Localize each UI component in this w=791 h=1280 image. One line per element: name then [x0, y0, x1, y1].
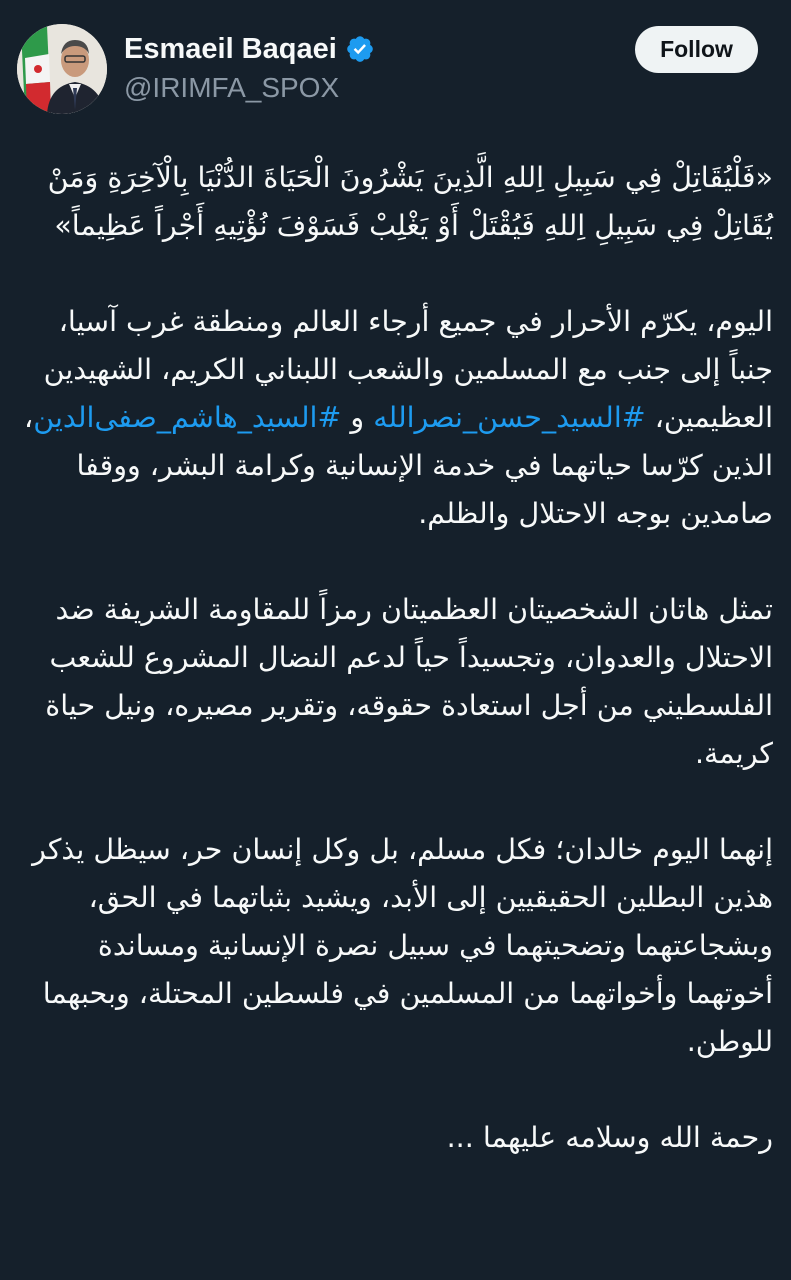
- tweet-paragraph-resistance: تمثل هاتان الشخصيتان العظميتان رمزاً للمقاومة الشريفة ضد الاحتلال والعدوان، وتجسيداً حياً لدعم النضال المشروع للشعب الفلسطيني من أجل استعادة حقوقه، وتقرير مصيره، ونيل حياة كريمة.: [45, 593, 773, 770]
- tweet-paragraph-quran-verse: «فَلْيُقَاتِلْ فِي سَبِيلِ اِللهِ الَّذِينَ يَشْرُونَ الْحَيَاةَ الدُّنْيَا بِالْآخِرَةِ وَمَنْ يُقَاتِلْ فِي سَبِيلِ اِللهِ فَيُقْتَلْ أَوْ يَغْلِبْ فَسَوْفَ نُؤْتِيهِ أَجْراً عَظِيماً»: [47, 161, 773, 242]
- display-name[interactable]: Esmaeil Baqaei: [124, 33, 337, 65]
- tweet-paragraph-eternal: إنهما اليوم خالدان؛ فكل مسلم، بل وكل إنسان حر، سيظل يذكر هذين البطلين الحقيقيين إلى الأبد، ويشيد بثباتهما في الحق، وبشجاعتهما وتضحيتهما في سبيل نصرة الإنسانية ومساندة أخوتهما وأخواتهما من المسلمين في فلسطين المحتلة، وبحبهما للوطن.: [32, 833, 773, 1058]
- hashtag-link-nasrallah[interactable]: #السيد_حسن_نصرالله: [373, 401, 646, 434]
- profile-photo-icon: [17, 24, 107, 114]
- author-handle[interactable]: @IRIMFA_SPOX: [124, 72, 340, 103]
- tweet-paragraph-closing: رحمة الله وسلامه عليهما ...: [446, 1121, 773, 1154]
- follow-button[interactable]: Follow: [635, 26, 758, 73]
- tweet-text-segment: ، الذين كرّسا حياتهما في خدمة الإنسانية وكرامة البشر، ووقفا صامدين بوجه الاحتلال والظلم.: [24, 401, 773, 530]
- tweet-paragraph-tribute: [13, 298, 773, 538]
- tweet-text-segment: اليوم، يكرّم الأحرار في جميع أرجاء العالم ومنطقة غرب آسيا، جنباً إلى جنب مع المسلمين والشعب اللبناني الكريم، الشهيدين العظيمين،: [43, 305, 773, 434]
- hashtag-link-safieddine[interactable]: #السيد_هاشم_صفى‌الدين: [33, 401, 342, 434]
- author-name-row: [124, 30, 375, 68]
- tweet-text: [13, 154, 773, 1162]
- avatar[interactable]: [17, 24, 107, 114]
- verified-badge-icon: [345, 34, 375, 64]
- tweet-header: [0, 0, 791, 130]
- tweet-text-segment: و: [341, 401, 374, 434]
